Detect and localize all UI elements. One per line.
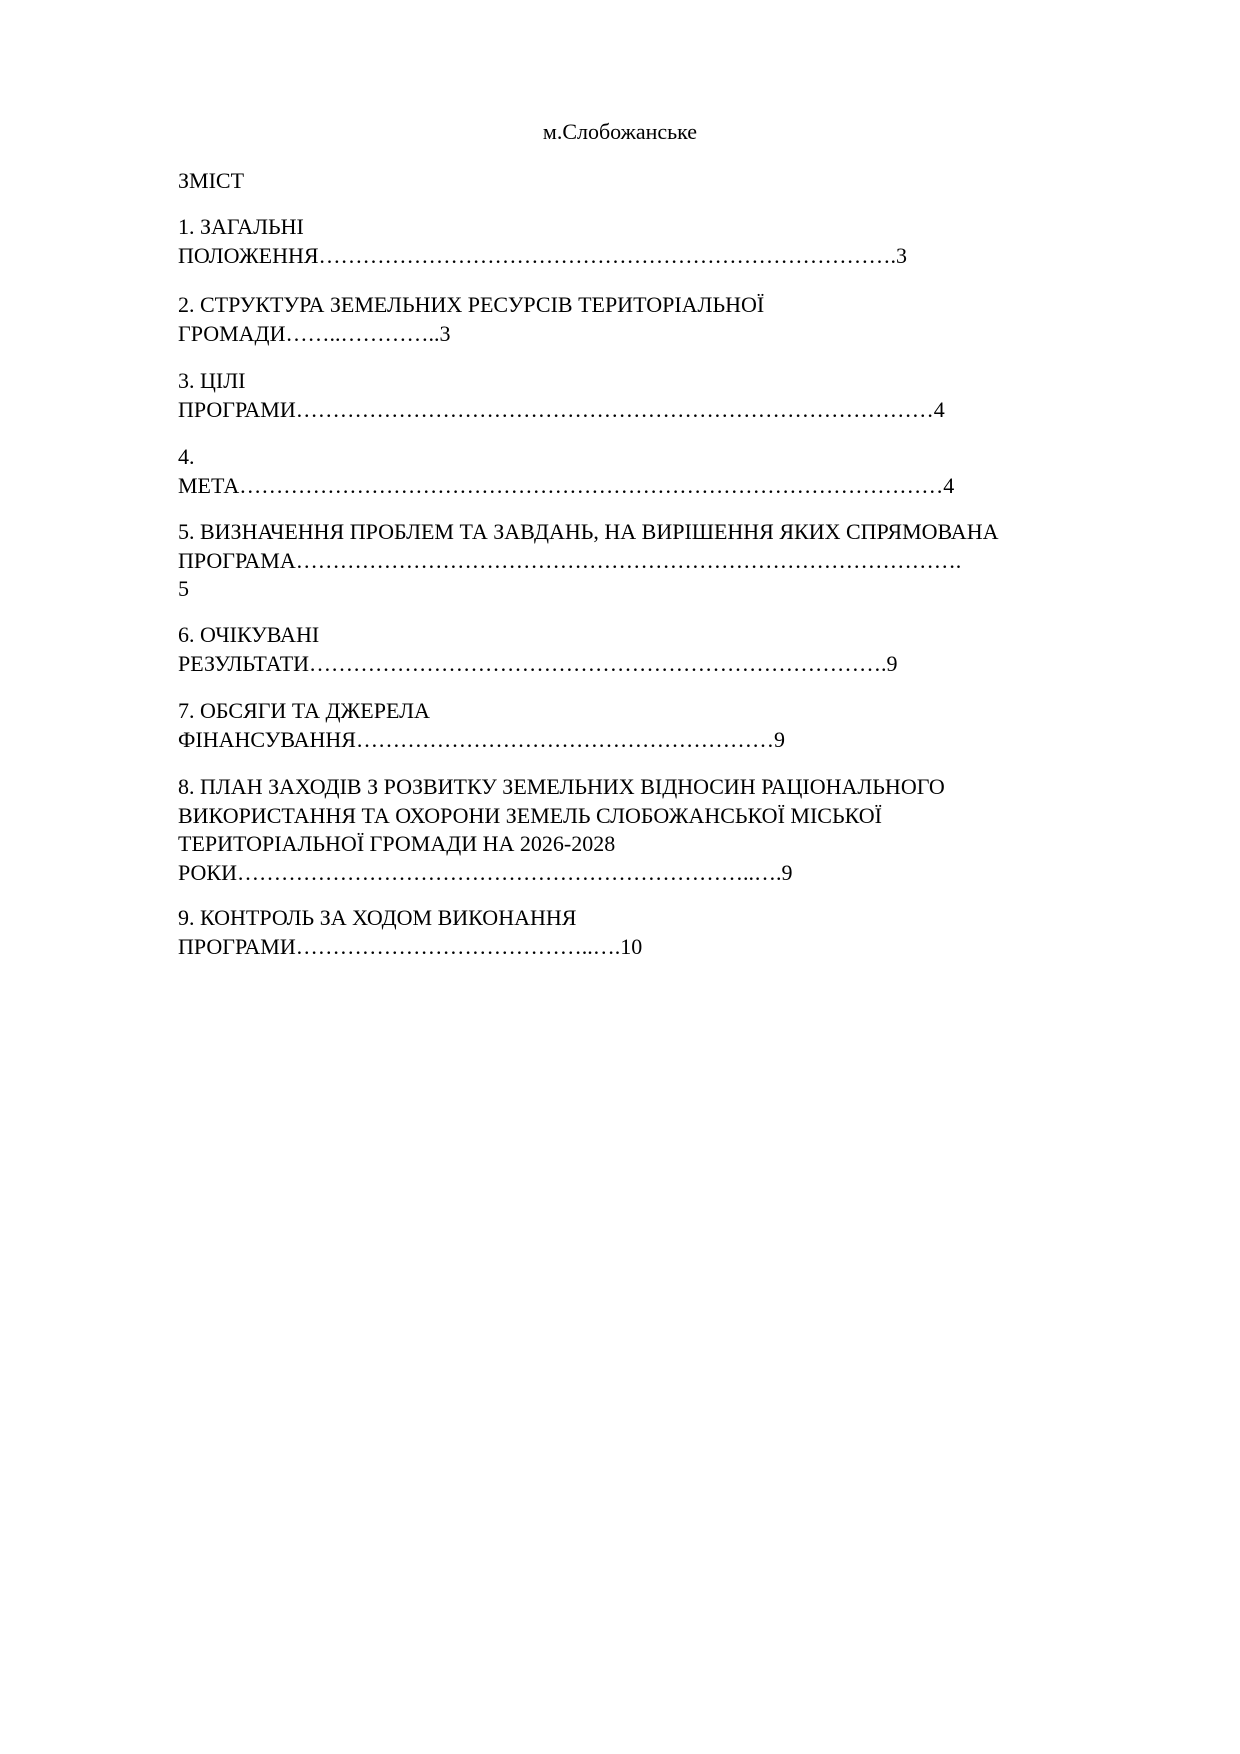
toc-entry-line: 3. ЦІЛІ <box>178 368 246 393</box>
toc-entry-2 <box>178 291 764 348</box>
toc-entry-line: 4. <box>178 444 195 469</box>
toc-entry-line: 6. ОЧІКУВАНІ <box>178 622 320 647</box>
toc-entry-line: ВИКОРИСТАННЯ ТА ОХОРОНИ ЗЕМЕЛЬ СЛОБОЖАНСЬКОЇ МІСЬКОЇ <box>178 802 882 828</box>
city-name: м.Слобожанське <box>542 119 698 144</box>
toc-entry-9 <box>178 904 642 961</box>
toc-entry-line: ТЕРИТОРІАЛЬНОЇ ГРОМАДИ НА 2026-2028 <box>178 831 616 856</box>
toc-entry-line: РОКИ……………………………………………………………..….9 <box>178 859 793 885</box>
toc-entry-3 <box>178 367 945 424</box>
toc-entry-line: 8. ПЛАН ЗАХОДІВ З РОЗВИТКУ ЗЕМЕЛЬНИХ ВІДНОСИН РАЦІОНАЛЬНОГО <box>178 774 945 799</box>
toc-entry-line: ПОЛОЖЕННЯ…………………………………………………………………….3 <box>178 242 908 268</box>
toc-entry-line: 5 <box>178 576 189 601</box>
toc-entry-5 <box>178 518 998 604</box>
toc-entry-line: ПРОГРАМИ…………………………………..….10 <box>178 933 643 959</box>
toc-entry-line: 2. СТРУКТУРА ЗЕМЕЛЬНИХ РЕСУРСІВ ТЕРИТОРІАЛЬНОЇ <box>178 292 765 317</box>
toc-entry-line: 1. ЗАГАЛЬНІ <box>178 214 304 239</box>
toc-entry-line: РЕЗУЛЬТАТИ…………………………………………………………………….9 <box>178 650 898 676</box>
toc-entry-line: 7. ОБСЯГИ ТА ДЖЕРЕЛА <box>178 698 430 723</box>
toc-entry-line: ГРОМАДИ……..…………..3 <box>178 320 451 346</box>
toc-entry-line: МЕТА……………………………………………………………………………………4 <box>178 472 955 498</box>
toc-entry-6 <box>178 621 898 678</box>
toc-entry-line: ФІНАНСУВАННЯ…………………………………………………9 <box>178 726 785 752</box>
toc-entry-1 <box>178 213 907 270</box>
toc-title: ЗМІСТ <box>178 168 245 193</box>
toc-entry-line: 9. КОНТРОЛЬ ЗА ХОДОМ ВИКОНАННЯ <box>178 905 577 930</box>
toc-entry-8 <box>178 773 945 887</box>
toc-entry-4 <box>178 443 954 500</box>
toc-entry-line: ПРОГРАМА………………………………………………………………………………. <box>178 547 962 573</box>
toc-entry-line: 5. ВИЗНАЧЕННЯ ПРОБЛЕМ ТА ЗАВДАНЬ, НА ВИРІШЕННЯ ЯКИХ СПРЯМОВАНА <box>178 519 999 544</box>
toc-entry-7 <box>178 697 785 754</box>
toc-entry-line: ПРОГРАМИ……………………………………………………………………………4 <box>178 396 945 422</box>
